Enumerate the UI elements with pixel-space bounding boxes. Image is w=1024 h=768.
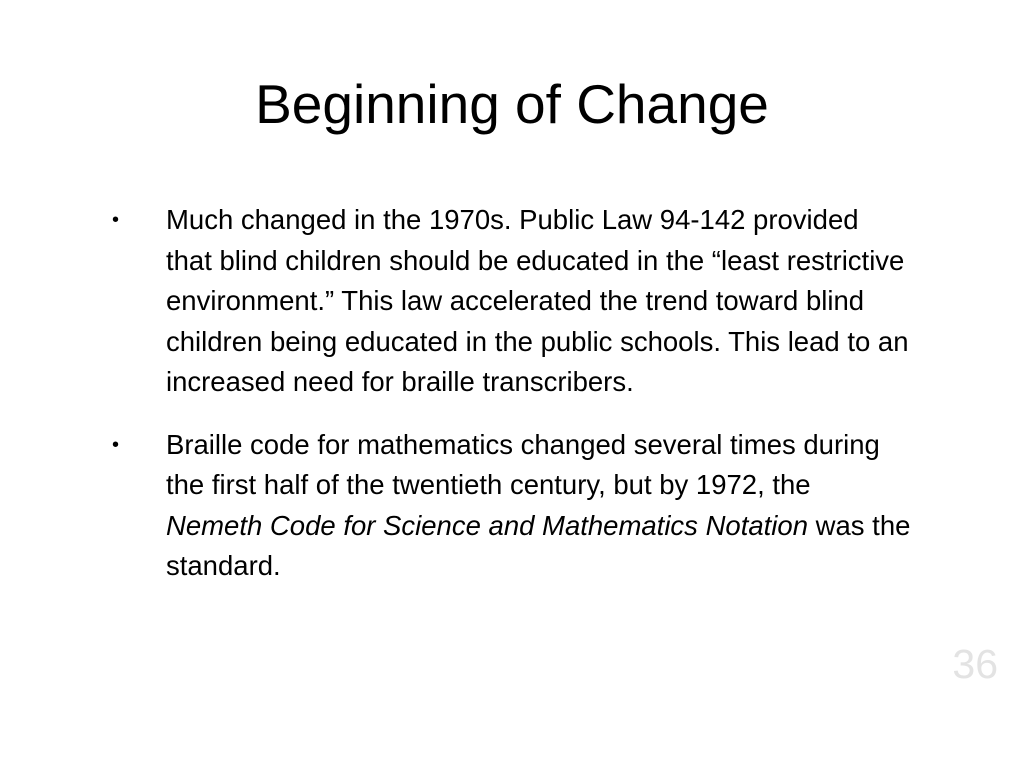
bullet-item-2 [112, 425, 912, 587]
bullet-text-2-after: was the standard. [166, 509, 911, 581]
nemeth-code-title: Nemeth Code for Science and Mathematics Notation [166, 509, 808, 541]
bullet-dot-icon: • [112, 433, 120, 456]
bullet-text-2-before: Braille code for mathematics changed several times during the first half of the twentieth century, but by 1972, the [166, 428, 880, 500]
bullet-list [112, 200, 912, 609]
bullet-text-1: Much changed in the 1970s. Public Law 94-142 provided that blind children should be educated in the “least restrictive environment.” This law accelerated the trend toward blind children being educated in the public schools. This lead to an increased need for braille transcribers. [166, 204, 909, 397]
bullet-item-1 [112, 200, 912, 403]
bullet-dot-icon: • [112, 209, 120, 231]
slide-title: Beginning of Change [255, 73, 769, 135]
bullet-text-2 [166, 429, 910, 582]
slide-number: 36 [952, 641, 998, 687]
